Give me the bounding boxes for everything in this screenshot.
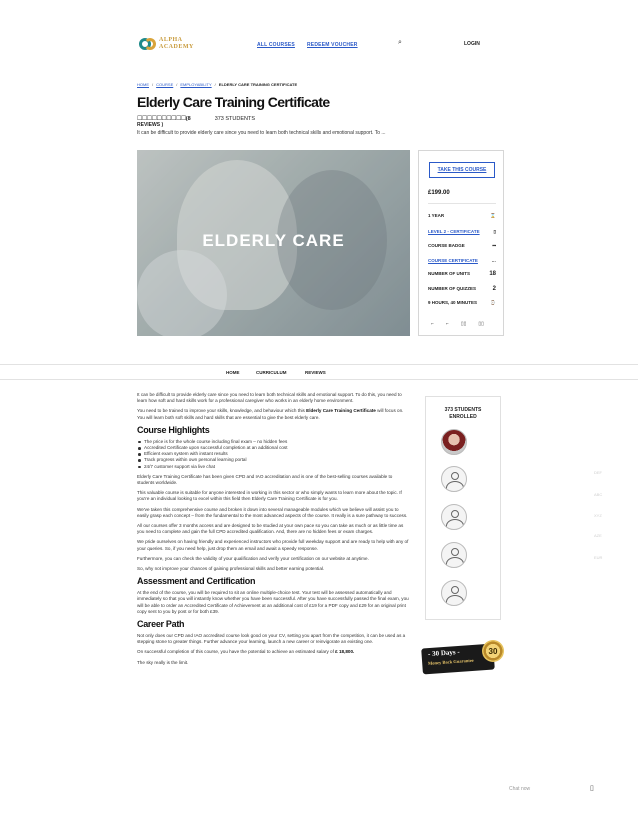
paragraph: You need to be trained to improve your skills, knowledge, and behaviour which this Elderly Care Training Certificate will focus on. You will learn both soft skills and hard skills that are essential to give the best elderly care. bbox=[137, 408, 404, 420]
site-logo[interactable] bbox=[139, 36, 194, 52]
course-tabs bbox=[0, 364, 638, 380]
certificate-icon: … bbox=[491, 258, 496, 263]
badge-subtitle: Money Back Guarantee bbox=[427, 657, 474, 666]
breadcrumb-home[interactable]: HOME bbox=[137, 82, 149, 87]
tab-home[interactable]: HOME bbox=[226, 370, 240, 375]
paragraph: Furthermore, you can check the validity of your qualification and verify your certification on our website at anytime. bbox=[137, 555, 369, 561]
tab-reviews[interactable]: REVIEWS bbox=[305, 370, 326, 375]
certificate-row[interactable] bbox=[428, 258, 496, 263]
badge-title: - 30 Days - bbox=[427, 647, 460, 659]
avatar-placeholder-icon[interactable] bbox=[441, 542, 467, 568]
paragraph: We pride ourselves on having friendly and experienced instructors who provide full weekday support and are ready to help with any of your queries. So, if you need help, just drop them an email and await a speedy response. bbox=[137, 539, 409, 551]
breadcrumb bbox=[137, 82, 297, 87]
money-back-guarantee-badge bbox=[422, 640, 504, 678]
page-title: Elderly Care Training Certificate bbox=[137, 94, 330, 110]
paragraph: It can be difficult to provide elderly care since you need to learn both technical skills and emotional support. To do this, you need to learn how soft and hard skills work for a professional caregiver who works in an elderly home environment. bbox=[137, 392, 402, 404]
course-description bbox=[137, 392, 410, 670]
hours-row: 9 HOURS, 40 MINUTES ⌚ bbox=[428, 300, 496, 305]
paragraph: On successful completion of this course, you have the potential to achieve an estimated salary of £ 18,800. bbox=[137, 649, 355, 655]
paragraph: The sky really is the limit. bbox=[137, 659, 189, 665]
search-icon[interactable]: ⌕ bbox=[398, 39, 402, 46]
course-excerpt: It can be difficult to provide elderly care since you need to learn both technical skills and emotional support. To ... bbox=[137, 130, 386, 136]
faint-label: AZE bbox=[594, 533, 602, 538]
rating-stars-icon: ☐☐☐☐☐☐☐☐☐☐ bbox=[137, 116, 186, 122]
section-heading: Assessment and Certification bbox=[137, 576, 256, 587]
breadcrumb-separator: / bbox=[152, 82, 154, 87]
avatar-placeholder-icon[interactable] bbox=[441, 504, 467, 530]
reviews-label: REVIEWS ) bbox=[137, 122, 164, 128]
rating-count: (8 bbox=[185, 116, 191, 122]
tab-curriculum[interactable]: CURRICULUM bbox=[256, 370, 287, 375]
seal-icon: 30 bbox=[482, 640, 504, 662]
list-item: Accredited Certificate upon successful completion at an additional cost bbox=[137, 445, 410, 451]
section-heading: Course Highlights bbox=[137, 424, 210, 435]
units-count: 18 bbox=[489, 271, 496, 277]
hero-title: ELDERLY CARE bbox=[202, 231, 345, 250]
badge-row: COURSE BADGE ⎓ bbox=[428, 243, 496, 248]
paragraph: Not only does our CPD and IAO accredited course look good on your CV, setting you apart from the competition, it can be used as a stepping stone to greater things. Further advance your learning, launch a new career or reinvigorate an existing one. bbox=[137, 633, 406, 645]
clock-icon: ⌚ bbox=[490, 300, 496, 305]
faint-label: EUR bbox=[594, 555, 603, 560]
logo-icon bbox=[139, 36, 155, 52]
students-count: 373 STUDENTS bbox=[214, 115, 256, 122]
section-heading: Career Path bbox=[137, 619, 185, 630]
highlights-list bbox=[137, 439, 410, 470]
login-link[interactable]: LOGIN bbox=[464, 41, 480, 47]
faint-label: DEF bbox=[594, 470, 602, 475]
logo-line2: ACADEMY bbox=[159, 44, 194, 50]
avatar-placeholder-icon[interactable] bbox=[441, 580, 467, 606]
enrolled-label: ENROLLED bbox=[449, 414, 477, 420]
list-item: Efficient exam system with instant results bbox=[137, 451, 410, 457]
divider bbox=[428, 203, 496, 204]
quizzes-row: NUMBER OF QUIZZES 2 bbox=[428, 286, 496, 292]
units-row: NUMBER OF UNITS 18 bbox=[428, 271, 496, 277]
paragraph: At the end of the course, you will be required to sit an online multiple-choice test. Your test will be assessed automatically and immediately so that you will instantly know whether you have been successful. After you have successfully passed the final exam, you will be able to order an Accredited Certificate of Achievement at an additional cost of £19 for a PDF copy and £29 for an original print copy sent to you by post or for both £39. bbox=[137, 590, 409, 614]
hourglass-icon: ⌛ bbox=[490, 213, 496, 218]
breadcrumb-separator: / bbox=[214, 82, 216, 87]
chat-now-label[interactable]: Chat now bbox=[509, 786, 531, 792]
certificate-link[interactable]: COURSE CERTIFICATE bbox=[428, 258, 478, 263]
paragraph: Elderly Care Training Certificate has been given CPD and IAO accreditation and is one of the best-selling courses available to students worldwide. bbox=[137, 473, 393, 486]
list-item: The price is for the whole course including final exam – no hidden fees bbox=[137, 439, 410, 445]
take-this-course-button[interactable]: TAKE THIS COURSE bbox=[429, 162, 495, 178]
breadcrumb-course[interactable]: COURSE bbox=[156, 82, 174, 87]
faint-label: ABC bbox=[594, 492, 603, 497]
faint-label: XYZ bbox=[594, 513, 602, 518]
chat-icon[interactable]: ▯ bbox=[590, 785, 594, 792]
enrolled-count: 373 STUDENTS bbox=[444, 407, 482, 413]
paragraph: This valuable course is suitable for anyone interested in working in this sector or who simply wants to learn more about the topic. If you're an individual looking to excel within this field then Elderly Care Training Certificate is for you. bbox=[137, 490, 402, 502]
share-icon[interactable]: ▯▯ bbox=[478, 321, 484, 327]
students-enrolled-widget bbox=[425, 396, 501, 620]
avatar[interactable] bbox=[441, 429, 467, 455]
badge-icon: ⎓ bbox=[492, 243, 496, 248]
course-hero-image bbox=[137, 150, 410, 336]
share-icons bbox=[431, 321, 484, 327]
paragraph: We've taken this comprehensive course and broken it down into several manageable modules which we believe will assist you to easily grasp each concept – from the fundamental to the most advanced aspects of the course. It really is a sure pathway to success. bbox=[137, 506, 408, 518]
level-link[interactable]: LEVEL 2 - CERTIFICATE bbox=[428, 229, 480, 234]
duration-row: 1 YEAR ⌛ bbox=[428, 213, 496, 218]
course-price: £199.00 bbox=[428, 190, 450, 196]
avatar-placeholder-icon[interactable] bbox=[441, 466, 467, 492]
level-icon: ▯ bbox=[493, 229, 496, 234]
share-icon[interactable]: ⌐ bbox=[445, 321, 449, 327]
rating-row bbox=[137, 115, 255, 122]
list-item: 24/7 customer support via live chat bbox=[137, 464, 410, 470]
breadcrumb-separator: / bbox=[176, 82, 178, 87]
share-icon[interactable]: ⌐ bbox=[431, 321, 434, 327]
breadcrumb-category[interactable]: EMPLOYABILITY bbox=[180, 82, 212, 87]
course-price-box bbox=[418, 150, 504, 336]
site-header bbox=[0, 30, 638, 60]
quizzes-count: 2 bbox=[492, 286, 496, 292]
nav-all-courses[interactable]: ALL COURSES bbox=[257, 42, 295, 48]
nav-redeem-voucher[interactable]: REDEEM VOUCHER bbox=[307, 42, 358, 48]
logo-line1: ALPHA bbox=[159, 37, 183, 43]
breadcrumb-current: ELDERLY CARE TRAINING CERTIFICATE bbox=[218, 82, 298, 87]
share-icon[interactable]: ▯▯ bbox=[460, 321, 467, 327]
paragraph: All our courses offer 3 months access and are designed to be studied at your own pace so you can take as much or as little time as you need to complete and gain the full CPD accredited qualification. And, there are no hidden fees or exam charges. bbox=[137, 523, 404, 535]
list-item: Track progress within own personal learning portal bbox=[137, 457, 410, 463]
level-row[interactable] bbox=[428, 229, 496, 235]
paragraph: So, why not improve your chances of gaining professional skills and better earning potential. bbox=[137, 566, 325, 572]
